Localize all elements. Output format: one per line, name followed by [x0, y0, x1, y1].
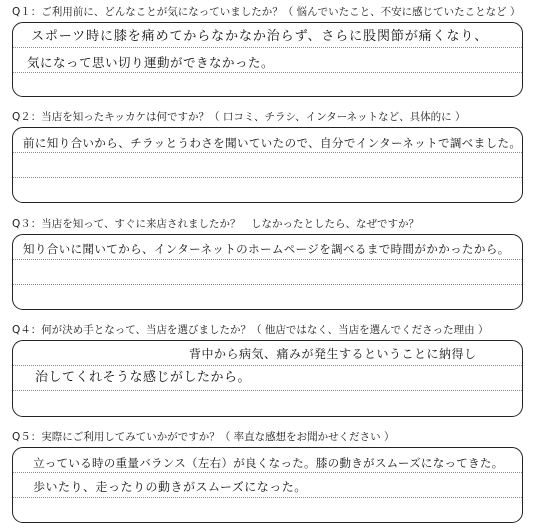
answer-box-4 — [12, 340, 523, 417]
answer-rule — [13, 47, 522, 48]
answer-rule — [13, 177, 522, 178]
answer-rule — [13, 72, 522, 73]
question-3-label: Q３：当店を知って、すぐに来店されましたか？ しなかったとしたら、なぜですか？ — [12, 218, 420, 230]
question-5-label: Q５：実際にご利用してみていかがですか？（ 率直な感想をお聞かせください ） — [12, 431, 395, 443]
answer-rule — [13, 152, 522, 153]
answer-2-line-1: 前に知り合いから、チラッとうわさを聞いていたので、自分でインターネットで調べました。 — [23, 136, 522, 150]
answer-4-line-1: 背中から病気、痛みが発生するということに納得し — [189, 347, 477, 361]
answer-box-2 — [12, 127, 523, 203]
answer-box-1 — [12, 22, 523, 97]
answer-rule — [13, 472, 522, 473]
answer-rule — [13, 365, 522, 366]
answer-rule — [13, 390, 522, 391]
answer-box-5 — [12, 447, 523, 523]
question-2-label: Q２：当店を知ったキッカケは何ですか？（ 口コミ、チラシ、インターネットなど、具体的に ） — [12, 111, 466, 123]
question-4-label: Q４：何が決め手となって、当店を選びましたか？（ 他店ではなく、当店を選んでくださった理由 ） — [12, 324, 489, 336]
answer-5-line-1: 立っている時の重量バランス（左右）が良くなった。膝の動きがスムーズになってきた。 — [33, 456, 504, 470]
question-1-label: Q１：ご利用前に、どんなことが気になっていましたか？（ 悩んでいたこと、不安に感じていたことなど ） — [12, 6, 521, 18]
answer-1-line-2: 気になって思い切り運動ができなかった。 — [27, 55, 275, 70]
answer-1-line-1: スポーツ時に膝を痛めてからなかなか治らず、さらに股関節が痛くなり、 — [31, 29, 489, 44]
answer-5-line-2: 歩いたり、走ったりの動きがスムーズになった。 — [33, 480, 307, 494]
answer-box-3 — [12, 234, 523, 310]
answer-rule — [13, 259, 522, 260]
answer-rule — [13, 497, 522, 498]
answer-rule — [13, 284, 522, 285]
answer-3-line-1: 知り合いに聞いてから、インターネットのホームページを調べるまで時間がかかったから。 — [23, 242, 510, 256]
answer-4-line-2: 治してくれそうな感じがしたから。 — [35, 370, 252, 385]
